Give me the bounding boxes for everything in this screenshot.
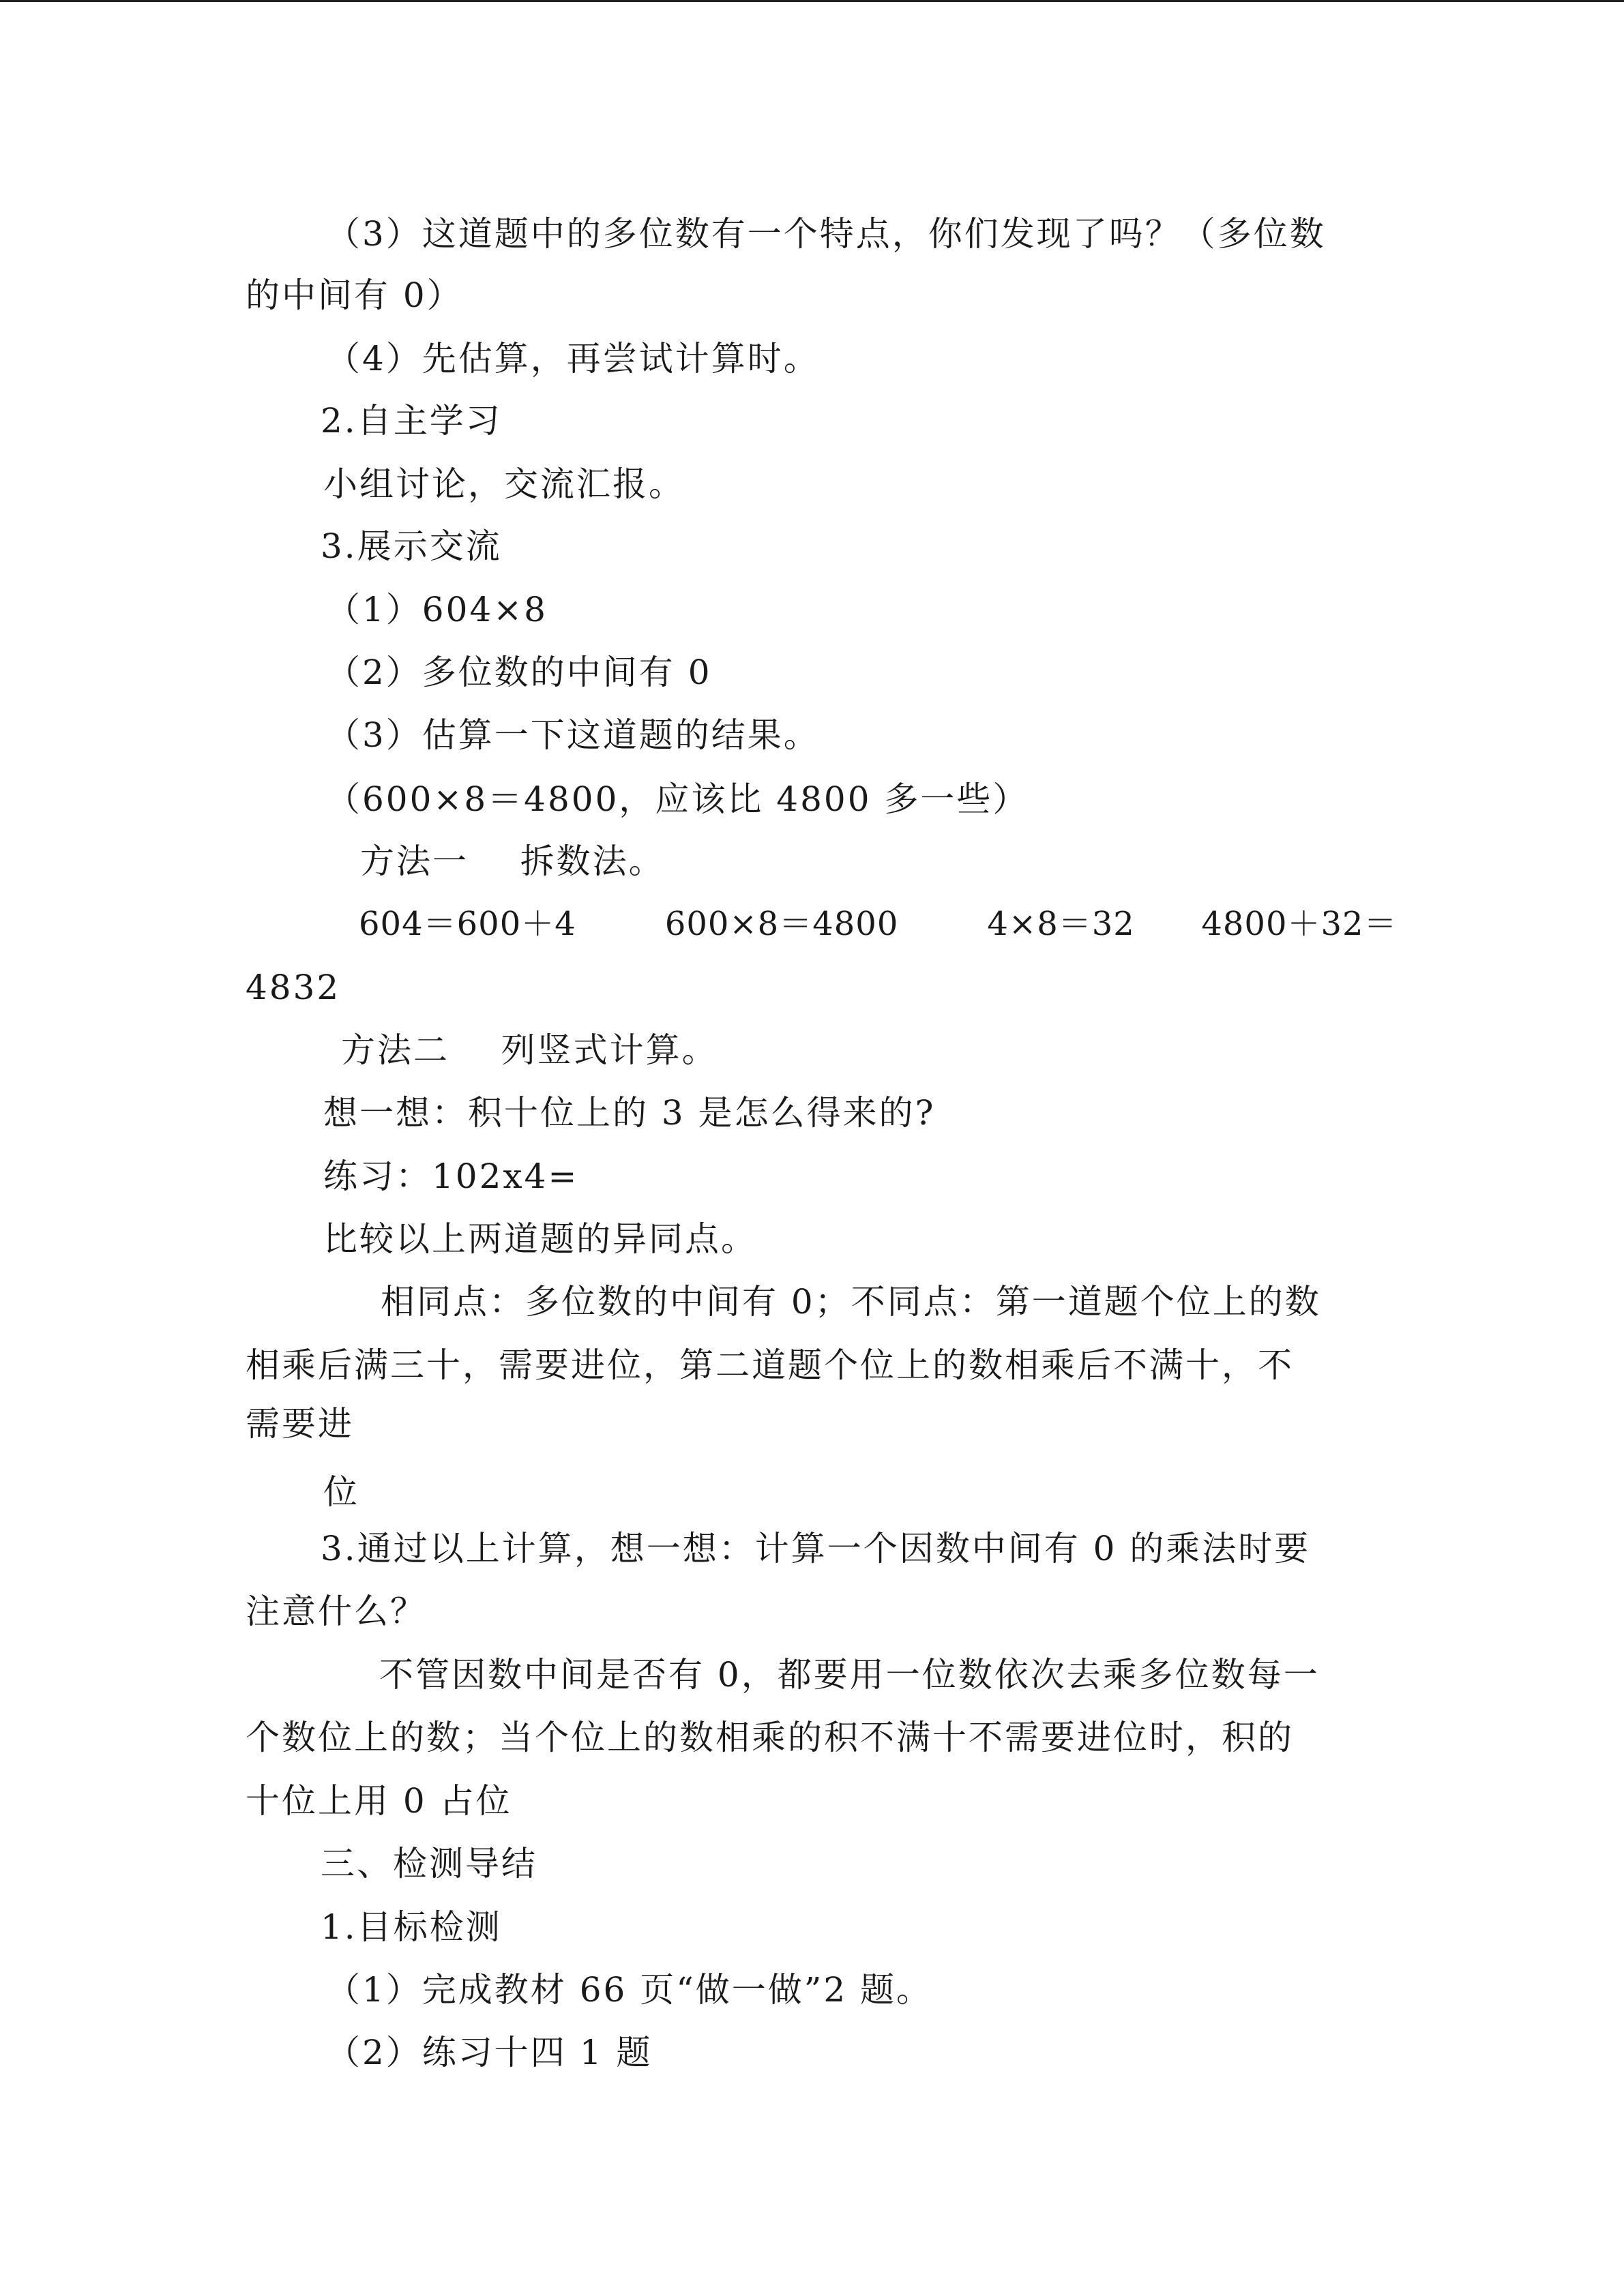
- text-line: 的中间有 0）: [246, 275, 463, 315]
- text-line: （4）先估算，再尝试计算时。: [326, 339, 820, 378]
- text-line: （3）估算一下这道题的结果。: [326, 715, 820, 755]
- text-line: 3.通过以上计算，想一想：计算一个因数中间有 0 的乘法时要: [321, 1529, 1311, 1568]
- text-line: （2）练习十四 1 题: [326, 2033, 653, 2072]
- method-heading: 方法二 列竖式计算。: [341, 1030, 718, 1070]
- text-line: 4832: [246, 968, 341, 1007]
- text-line: 不管因数中间是否有 0，都要用一位数依次去乘多位数每一: [379, 1655, 1320, 1695]
- page-top-border: [0, 0, 1624, 2]
- text-line: 个数位上的数；当个位上的数相乘的积不满十不需要进位时，积的: [246, 1718, 1294, 1757]
- text-line: 位: [323, 1472, 359, 1512]
- text-line: （600×8＝4800，应该比 4800 多一些）: [326, 779, 1029, 819]
- text-line: 相同点：多位数的中间有 0；不同点：第一道题个位上的数: [381, 1282, 1321, 1322]
- text-line: 十位上用 0 占位: [246, 1781, 512, 1821]
- section-heading: 1.目标检测: [321, 1907, 502, 1947]
- text-line: 需要进: [246, 1404, 354, 1444]
- section-heading: 2.自主学习: [321, 401, 502, 441]
- text-line: 相乘后满三十，需要进位，第二道题个位上的数相乘后不满十，不: [246, 1345, 1294, 1385]
- text-line: （2）多位数的中间有 0: [326, 653, 712, 692]
- section-heading: 3.展示交流: [321, 526, 502, 566]
- method-heading: 方法一 拆数法。: [360, 841, 665, 881]
- text-line: 小组讨论，交流汇报。: [323, 464, 685, 504]
- text-line: 比较以上两道题的异同点。: [323, 1219, 757, 1259]
- text-line: （1）完成教材 66 页“做一做”2 题。: [326, 1970, 933, 2010]
- calculation-line: 604＝600＋4 600×8＝4800 4×8＝32 4800＋32＝: [359, 905, 1398, 943]
- section-heading: 三、检测导结: [321, 1844, 537, 1883]
- text-line: 练习：102x4=: [323, 1157, 579, 1196]
- text-line: 想一想：积十位上的 3 是怎么得来的?: [323, 1093, 936, 1133]
- text-line: （1）604×8: [326, 590, 548, 629]
- text-line: 注意什么？: [246, 1592, 426, 1631]
- text-line: （3）这道题中的多位数有一个特点，你们发现了吗？（多位数: [326, 214, 1326, 254]
